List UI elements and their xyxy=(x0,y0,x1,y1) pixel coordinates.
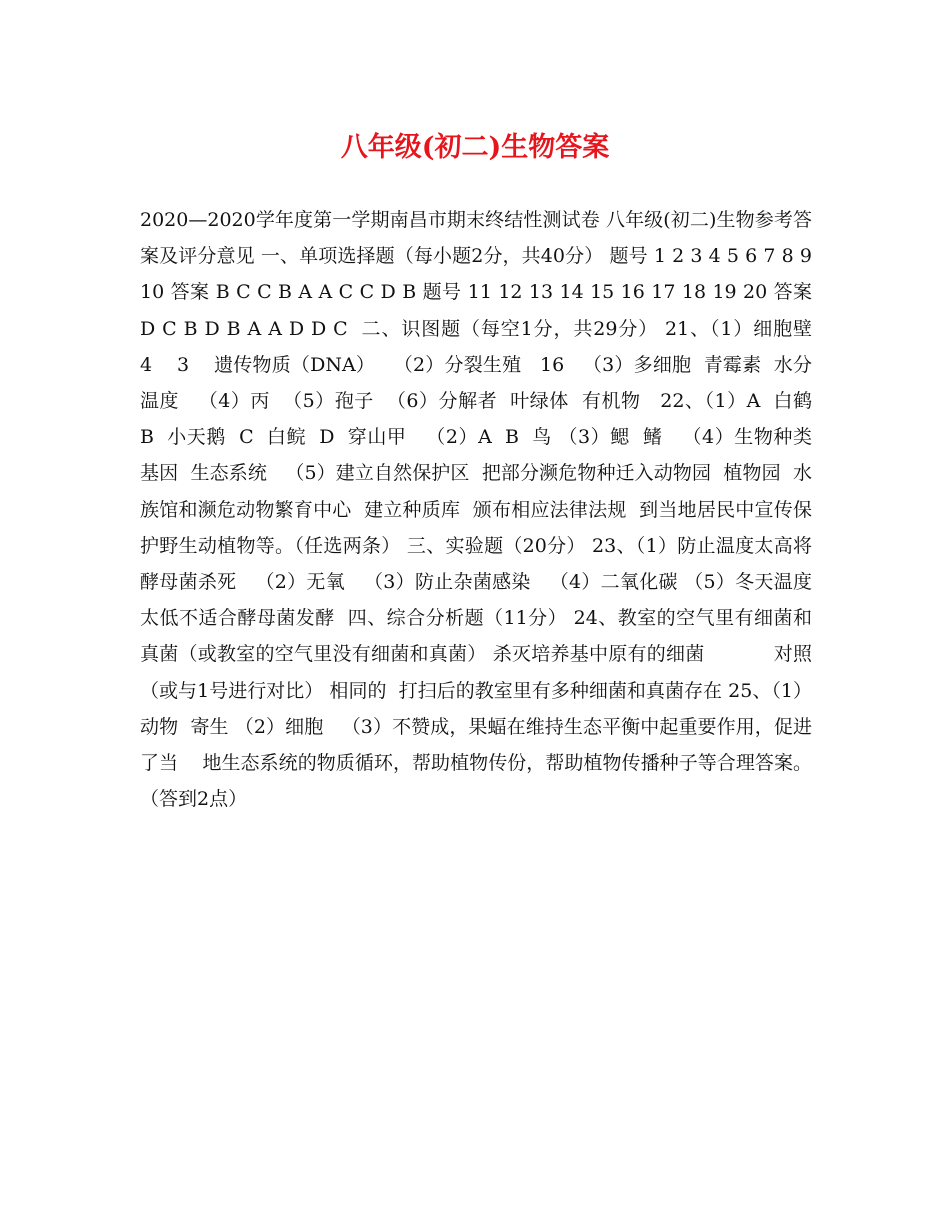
document-title: 八年级(初二)生物答案 xyxy=(340,132,610,163)
document-body-text: 2020—2020学年度第一学期南昌市期末终结性测试卷 八年级(初二)生物参考答案及评分意见 一、单项选择题（每小题2分，共40分） 题号 1 2 3 4 5 6 7 8 9 10 答案 B C C B A A C C D B 题号 11 12 13 14 15 16 17 18 19 20 答案 D C B D B A A D D C 二、识图题（每空1分，共29分） 21、（1）细胞壁 4 3 遗传物质（DNA） （2）分裂生殖 16 （3）多细胞 青霉素 水分 温度 （4）丙 （5）孢子 （6）分解者 叶绿体 有机物 22、（1）A 白鹤 B 小天鹅 C 白鲩 D 穿山甲 （2）A B 鸟 （3）鳃 鳍 （4）生物种类 基因 生态系统 （5）建立自然保护区 把部分濒危物种迁入动物园 植物园 水族馆和濒危动物繁育中心 建立种质库 颁布相应法律法规 到当地居民中宣传保护野生动植物等。（任选两条） 三、实验题（20分） 23、（1）防止温度太高将酵母菌杀死 （2）无氧 （3）防止杂菌感染 （4）二氧化碳 （5）冬天温度太低不适合酵母菌发酵 四、综合分析题（11分） 24、教室的空气里有细菌和真菌（或教室的空气里没有细菌和真菌） 杀灭培养基中原有的细菌 对照（或与1号进行对比） 相同的 打扫后的教室里有多种细菌和真菌存在 25、（1）动物 寄生 （2）细胞 （3）不赞成，果蝠在维持生态平衡中起重要作用，促进了当 地生态系统的物质循环，帮助植物传份，帮助植物传播种子等合理答案。（答到2点） xyxy=(140,209,837,811)
